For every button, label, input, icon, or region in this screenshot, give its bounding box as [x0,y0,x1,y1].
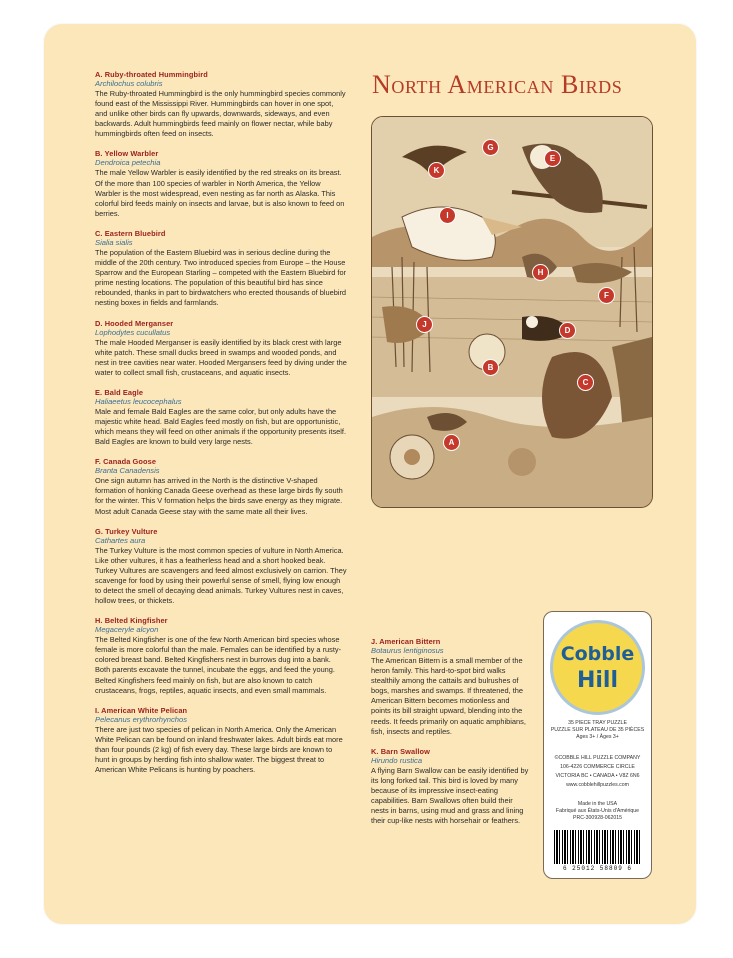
species-heading: C. Eastern Bluebird [95,228,166,238]
made-in: Made in the USA [577,801,618,807]
species-heading: G. Turkey Vulture [95,526,158,536]
label-j: J [416,316,433,333]
label-b: B [482,359,499,376]
brand-card [543,611,652,879]
species-column-right [371,637,531,836]
species-description: The male Hooded Merganser is easily identified by its black crest with large white patch. These small ducks breed in swamps and wooded ponds, and nest in tree cavities near water. Hooded Mergansers feed by diving under the water to collect small fish, crustaceans, and aquatic insects. [95,337,347,377]
species-latin-name: Dendroica petechia [95,158,161,168]
species-heading: I. American White Pelican [95,705,188,715]
species-description: The Belted Kingfisher is one of the few North American bird species whose female is more colorful than the male. Females can be identified by a rusty-colored breast band. Belted Kingfishers nest in burrows dug into a bank. Both parents excavate the tunnel, incubate the eggs, and feed the young. Belted Kingfishers feed mainly on fish, but are also known to catch crustaceans, frogs, reptiles, aquatic insects, and even small mammals. [95,635,342,695]
age-rating: Ages 3+ / Âges 3+ [576,734,619,740]
species-latin-name: Pelecanus erythrorhynchos [95,714,188,724]
species-description: A flying Barn Swallow can be easily identified by its long forked tail. This bird is loved by many because of its impressive insect-eating capabilities. Barn Swallows often build their nests in barns, using mud and grass and lining their cup-like nests with horsehair or feathers. [371,765,529,826]
species-entry [95,457,347,516]
species-description: The population of the Eastern Bluebird was in serious decline during the middle of the 20th century. Two introduced species from Europe – the House Sparrow and the European Starling – competed with the Eastern Bluebird for prime nesting locations. The population of this beautiful bird has since rebounded, thanks in part to birdwatchers who erected thousands of bluebird nesting boxes in fields and farmlands. [95,247,347,308]
company-address-1: 106-4226 COMMERCE CIRCLE [560,764,635,770]
species-heading: F. Canada Goose [95,457,157,467]
species-description: The male Yellow Warbler is easily identified by the red streaks on its breast. Of the more than 100 species of warbler in North America, the Yellow Warbler is the most widespread, even nesting as far north as Alaska. This colorful bird feeds mainly on insects and larvae, but is also known to feed on berries. [95,168,345,218]
company-name: ©COBBLE HILL PUZZLE COMPANY [554,755,641,761]
company-address-2: VICTORIA BC • CANADA • V8Z 6N6 [555,773,640,779]
logo-word-hill: Hill [576,668,619,693]
species-latin-name: Branta Canadensis [95,466,160,476]
species-entry [95,70,347,139]
label-c: C [577,374,594,391]
page-title: North American Birds [372,70,623,99]
species-heading: H. Belted Kingfisher [95,616,168,626]
species-latin-name: Hirundo rustica [371,755,423,765]
species-entry [95,388,347,447]
species-heading: D. Hooded Merganser [95,318,174,328]
species-latin-name: Haliaeetus leucocephalus [95,396,182,406]
species-entry [95,616,347,696]
label-e: E [544,150,561,167]
label-i: I [439,207,456,224]
species-latin-name: Botaurus lentiginosus [371,646,444,655]
species-heading: B. Yellow Warbler [95,149,159,159]
label-a: A [443,434,460,451]
species-description: Male and female Bald Eagles are the same color, but only adults have the majestic white head. Bald Eagles feed mostly on fish, but are opportunistic, which means they will feed on other animals if the opportunity presents itself. Bald Eagles are known to build very large nests. [95,406,347,447]
species-heading: A. Ruby-throated Hummingbird [95,70,208,79]
species-heading: K. Barn Swallow [371,746,430,756]
label-d: D [559,322,576,339]
cobble-hill-logo [550,620,645,715]
species-description: The Ruby-throated Hummingbird is the only hummingbird species commonly found east of the Mississippi River. Hummingbirds can hover in one spot, and unlike other birds can fly upwards, downwards, sideways, and even backwards. Adult hummingbirds feed mainly on flower nectar, while baby hummingbirds often feed on insects. [95,89,346,139]
logo-word-cobble: Cobble [560,643,635,665]
sku: PRC-300928-062015 [572,815,623,821]
species-entry [371,747,531,827]
barcode [554,830,641,864]
species-entry [95,527,347,607]
made-in-fr: Fabriqué aux États-Unis d'Amérique [555,808,640,814]
species-latin-name: Megaceryle alcyon [95,625,159,635]
species-entry [95,706,347,775]
species-description: The American Bittern is a small member of the heron family. This hard-to-spot bird walks stealthily among the cattails and bulrushes of bogs, marshes and swamps. If threatened, the American Bittern becomes motionless and points its bill straight upward, blending into the reeds. It feeds primarily on aquatic amphibians, fish, insects and reptiles. [371,656,526,736]
species-latin-name: Sialia sialis [95,237,133,247]
label-g: G [482,139,499,156]
species-latin-name: Archilochus colubris [95,79,163,88]
species-description: One sign autumn has arrived in the North is the distinctive V-shaped formation of honking Canada Geese overhead as these large birds fly south for the winter. This V formation helps the birds save energy as they migrate. Most adult Canada Geese stay with the same mate all their lives. [95,476,343,516]
species-latin-name: Cathartes aura [95,535,146,545]
species-heading: J. American Bittern [371,637,441,646]
bird-scene-drawing [372,117,652,507]
label-k: K [428,162,445,179]
species-description: There are just two species of pelican in North America. Only the American White Pelican can be found on inland freshwater lakes. Adult birds eat more than four pounds (2 kg) of fish every day. These large birds are known to hunt in groups by herding fish into shallow water. The biggest threat to American White Pelicans is hunting by poachers. [95,724,343,775]
species-heading: E. Bald Eagle [95,387,144,397]
label-f: F [598,287,615,304]
label-h: H [532,264,549,281]
species-entry [95,319,347,378]
product-line-en: 35 PIECE TRAY PUZZLE [568,720,627,726]
species-description: The Turkey Vulture is the most common species of vulture in North America. Like other vultures, it has a featherless head and a short hooked beak. Turkey Vultures are scavengers and feed almost exclusively on carrion. They scavenge for food by using their powerful sense of smell, flying low enough to detect the smell of decaying dead animals. Turkey Vultures nest in caves, hollow trees, or thickets. [95,545,347,606]
barcode-number: 6 25012 58809 6 [562,865,632,872]
company-website: www.cobblehillpuzzles.com [566,782,629,788]
product-line-fr: PUZZLE SUR PLATEAU DE 35 PIÈCES [550,727,645,733]
species-entry [95,229,347,309]
bird-illustration [371,116,653,508]
species-column-left [95,70,347,785]
species-entry [371,637,531,737]
species-entry [95,149,347,218]
species-latin-name: Lophodytes cucullatus [95,327,171,337]
